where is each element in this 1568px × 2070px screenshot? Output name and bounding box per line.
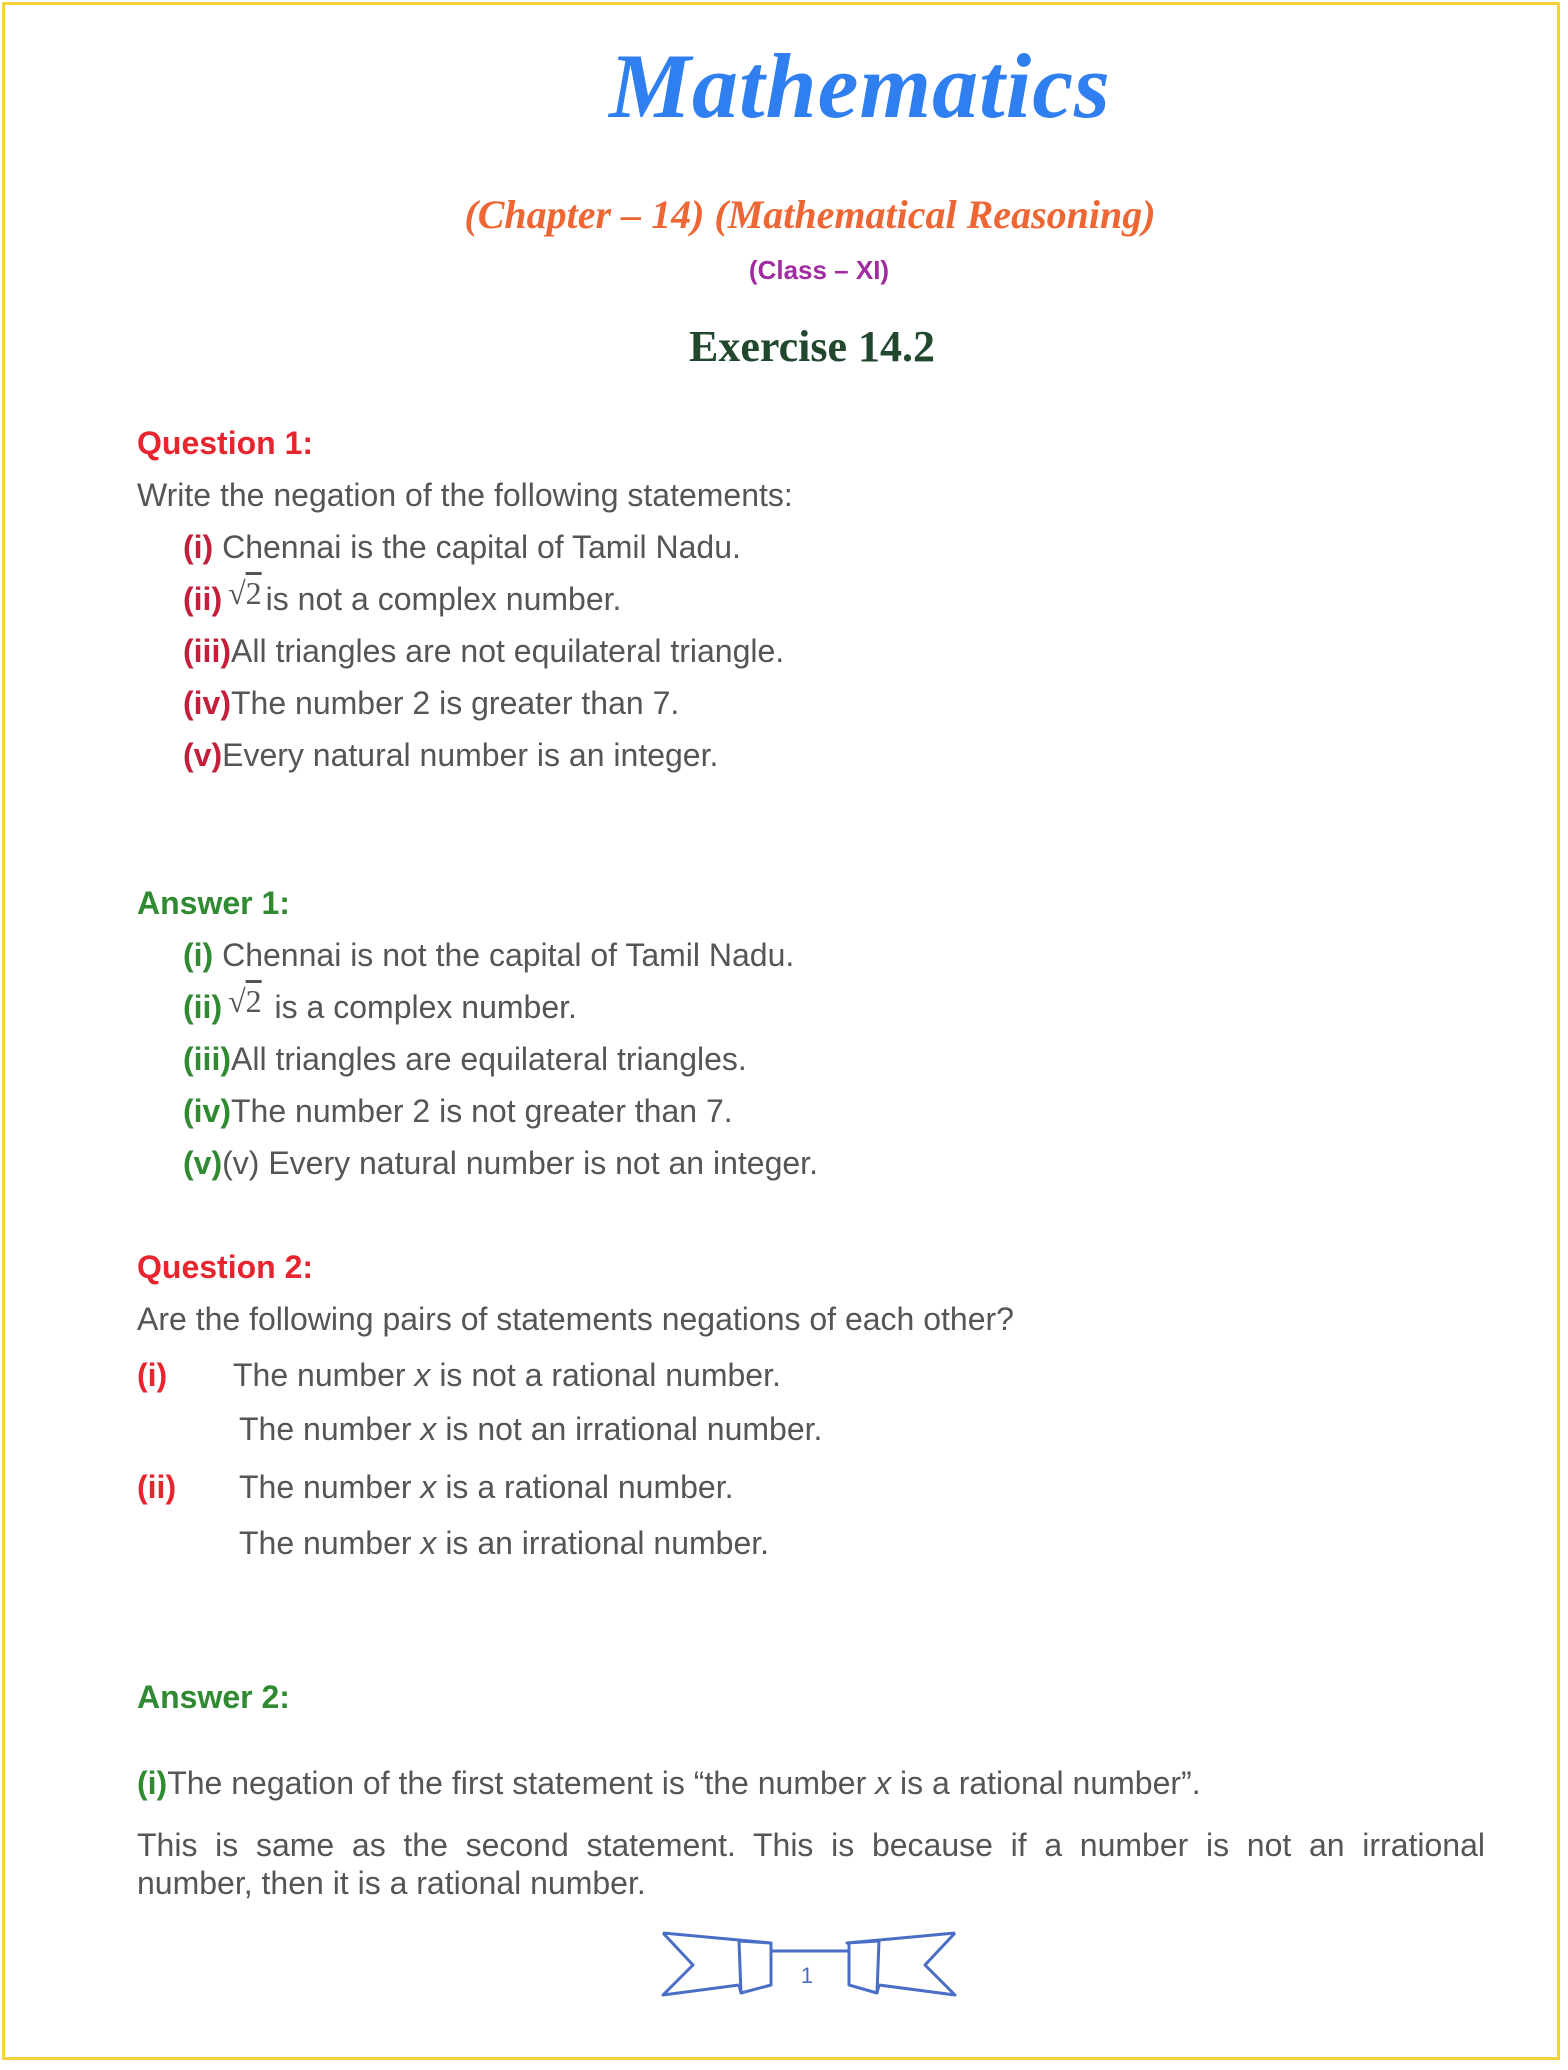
item-text: Chennai is the capital of Tamil Nadu. <box>222 529 741 565</box>
q1-item-ii <box>183 575 622 618</box>
class-label: (Class – XI) <box>748 255 890 285</box>
answer-1-heading: Answer 1: <box>137 885 290 921</box>
item-label: (iii) <box>183 1041 231 1077</box>
a2-explanation-line2: number, then it is a rational number. <box>137 1865 646 1901</box>
q2-pair-ii-line1: The number x is a rational number. <box>239 1469 734 1505</box>
item-text: is not a complex number. <box>265 581 622 617</box>
item-label: (ii) <box>183 581 223 617</box>
a2-part-i: (i)The negation of the first statement is “the number x is a rational number”. <box>137 1765 1201 1801</box>
chapter-heading: (Chapter – 14) (Mathematical Reasoning) <box>464 192 1156 237</box>
item-label: (v) <box>183 1145 223 1181</box>
q2-pair-i-line1: The number x is not a rational number. <box>233 1357 781 1393</box>
q2-pair-ii-label: (ii) <box>137 1469 177 1505</box>
q2-pair-ii-line2: The number x is an irrational number. <box>239 1525 770 1561</box>
item-label: (i) <box>183 937 214 973</box>
question-2-prompt: Are the following pairs of statements negations of each other? <box>137 1301 1014 1337</box>
a2-explanation-line1: This is same as the second statement. This is because if a number is not an irrational <box>137 1827 1485 1863</box>
item-label: (iii) <box>183 633 231 669</box>
item-text: is a complex number. <box>274 989 577 1025</box>
item-text: All triangles are not equilateral triangle. <box>230 633 785 669</box>
answer-2-heading: Answer 2: <box>137 1679 290 1715</box>
item-text: All triangles are equilateral triangles. <box>230 1041 747 1077</box>
item-text: The number 2 is not greater than 7. <box>231 1093 733 1129</box>
q1-item-iii <box>183 633 784 670</box>
a1-item-i <box>183 937 794 974</box>
exercise-heading: Exercise 14.2 <box>688 322 936 371</box>
sqrt-symbol: √2 <box>228 983 262 1019</box>
question-2-heading: Question 2: <box>137 1249 314 1285</box>
q1-item-v <box>183 737 718 774</box>
a1-item-iv <box>183 1093 733 1130</box>
a1-item-ii <box>183 983 577 1026</box>
q2-pair-i-line2: The number x is not an irrational number. <box>239 1411 823 1447</box>
item-text: The number 2 is greater than 7. <box>231 685 680 721</box>
a1-item-v <box>183 1145 818 1182</box>
item-label: (i) <box>183 529 214 565</box>
item-label: (ii) <box>183 989 223 1025</box>
item-label: (iv) <box>183 1093 231 1129</box>
question-1-heading: Question 1: <box>137 425 314 461</box>
item-text: Every natural number is an integer. <box>222 737 719 773</box>
q1-item-i <box>183 529 741 566</box>
item-text: Chennai is not the capital of Tamil Nadu. <box>222 937 795 973</box>
item-label: (v) <box>183 737 223 773</box>
question-1-prompt: Write the negation of the following statements: <box>137 477 793 513</box>
a1-item-iii <box>183 1041 747 1078</box>
sqrt-symbol: √2 <box>228 575 262 611</box>
item-label: (iv) <box>183 685 231 721</box>
item-text: (v) Every natural number is not an integer. <box>222 1145 818 1181</box>
document-title: Mathematics <box>609 35 1111 137</box>
q1-item-iv <box>183 685 679 722</box>
document-page <box>2 2 1560 2060</box>
page-number: 1 <box>800 1963 814 1988</box>
q2-pair-i-label: (i) <box>137 1357 168 1393</box>
